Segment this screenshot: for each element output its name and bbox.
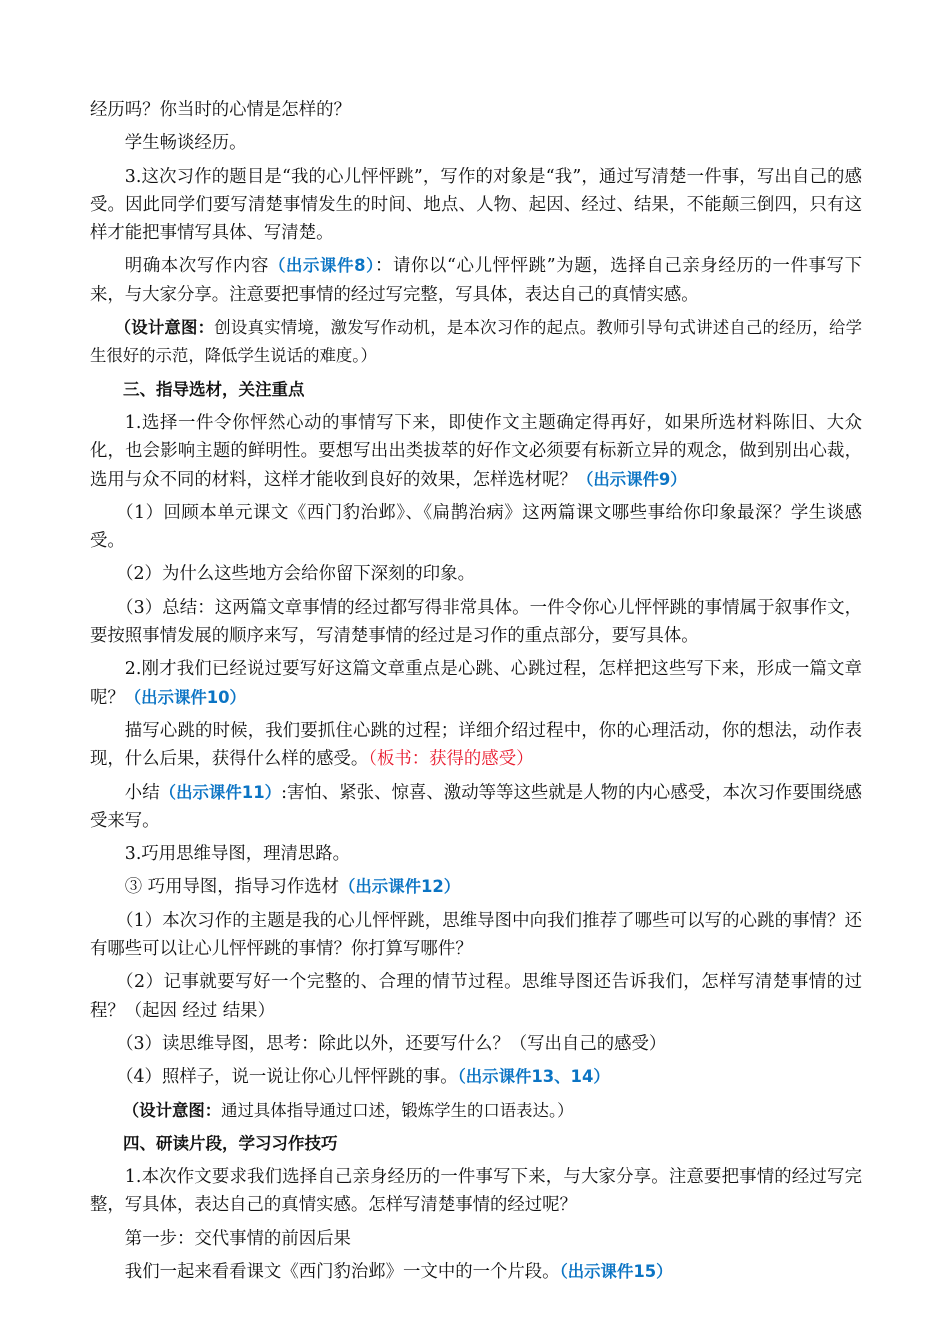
paragraph <box>90 252 862 309</box>
section-heading: 四、研读片段，学习习作技巧 <box>123 1133 338 1153</box>
paragraph <box>90 560 862 588</box>
text: 1.选择一件令你怦然心动的事情写下来，即使作文主题确定得再好，如果所选材料陈旧、大众化，也会影响主题的鲜明性。要想写出出类拔萃的好作文必须要有标新立异的观念，做到别出心裁，选用与众不同的材料，这样才能收到良好的效果，怎样选材呢？ <box>90 412 862 490</box>
text: 学生畅谈经历。 <box>124 133 247 154</box>
text: 1.本次作文要求我们选择自己亲身经历的一件事写下来，与大家分享。注意要把事情的经过写完整，写具体，表达自己的真情实感。怎样写清楚事情的经过呢？ <box>90 1167 862 1216</box>
document-body <box>90 96 862 1286</box>
paragraph <box>90 840 862 868</box>
paragraph <box>90 129 862 157</box>
text: 创设真实情境，激发写作动机，是本次习作的起点。教师引导句式讲述自己的经历，给学生很好的示范，降低学生说话的难度。） <box>90 318 863 366</box>
design-intent-label: （设计意图： <box>114 318 215 338</box>
text: （1）回顾本单元课文《西门豹治邺》、《扁鹊治病》这两篇课文哪些事给你印象最深？学生谈感受。 <box>90 502 862 552</box>
text: 描写心跳的时候，我们要抓住心跳的过程；详细介绍过程中，你的心理活动，你的想法，动作表现，什么后果，获得什么样的感受。 <box>90 720 862 770</box>
design-intent <box>90 314 862 371</box>
paragraph <box>90 594 862 651</box>
paragraph <box>90 1225 862 1253</box>
text: :害怕、紧张、惊喜、激动等等这些就是人物的内心感受，本次习作要围绕感受来写。 <box>90 782 862 831</box>
text: 2.刚才我们已经说过要写好这篇文章重点是心跳、心跳过程，怎样把这些写下来，形成一篇文章呢？ <box>90 659 862 708</box>
text: 小结 <box>124 782 160 803</box>
paragraph <box>90 1258 862 1286</box>
courseware-ref: （出示课件12） <box>339 877 461 897</box>
courseware-ref: （出示课件13、14） <box>457 1067 610 1087</box>
paragraph <box>90 907 862 964</box>
paragraph <box>90 1030 862 1058</box>
paragraph <box>90 873 862 901</box>
text: 3.巧用思维导图，理清思路。 <box>124 844 351 865</box>
courseware-ref: （出示课件11） <box>159 782 282 802</box>
board-note: （板书：获得的感受） <box>368 749 534 770</box>
courseware-ref: （出示课件9） <box>576 469 687 489</box>
text: 我们一起来看看课文《西门豹治邺》一文中的一个片段。 <box>124 1261 560 1282</box>
text: （3）读思维导图，思考：除此以外，还要写什么？（写出自己的感受） <box>116 1033 667 1054</box>
paragraph <box>90 655 862 712</box>
text: （4）照样子，说一说让你心儿怦怦跳的事。 <box>116 1067 458 1088</box>
courseware-ref: （出示课件8） <box>268 256 375 276</box>
text: ③ 巧用导图，指导习作选材 <box>124 877 340 898</box>
text: （3）总结：这两篇文章事情的经过都写得非常具体。一件令你心儿怦怦跳的事情属于叙事作文，要按照事情发展的顺序来写，写清楚事情的经过是习作的重点部分，要写具体。 <box>90 597 862 647</box>
paragraph <box>90 96 862 124</box>
design-intent-label: （设计意图： <box>122 1100 222 1120</box>
text: ：请你以“心儿怦怦跳”为题，选择自己亲身经历的一件事写下来，与大家分享。注意要把事情的经过写完整，写具体，表达自己的真情实感。 <box>90 256 862 305</box>
paragraph <box>90 1163 862 1220</box>
courseware-ref: （出示课件10） <box>124 687 246 707</box>
design-intent <box>90 1097 862 1125</box>
text: （2）记事就要写好一个完整的、合理的情节过程。思维导图还告诉我们，怎样写清楚事情的过程？（起因 经过 结果） <box>90 972 862 1021</box>
text: 3.这次习作的题目是“我的心儿怦怦跳”，写作的对象是“我”，通过写清楚一件事，写出自己的感受。因此同学们要写清楚事情发生的时间、地点、人物、起因、经过、结果，不能颠三倒四，只有这样才能把事情写具体、写清楚。 <box>90 166 862 244</box>
paragraph <box>90 779 862 836</box>
text: （1）本次习作的主题是我的心儿怦怦跳，思维导图中向我们推荐了哪些可以写的心跳的事情？还有哪些可以让心儿怦怦跳的事情？你打算写哪件？ <box>90 910 862 960</box>
paragraph <box>90 717 862 774</box>
section-heading: 三、指导选材，关注重点 <box>123 379 305 399</box>
paragraph <box>90 499 862 556</box>
courseware-ref: （出示课件15） <box>559 1261 673 1281</box>
paragraph <box>90 163 862 248</box>
text: 经历吗？你当时的心情是怎样的？ <box>90 100 351 120</box>
paragraph <box>90 409 862 494</box>
text: 明确本次写作内容 <box>124 256 269 277</box>
paragraph <box>90 1063 862 1091</box>
text: （2）为什么这些地方会给你留下深刻的印象。 <box>116 564 475 585</box>
text: 第一步：交代事情的前因后果 <box>124 1228 351 1249</box>
text: 通过具体指导通过口述，锻炼学生的口语表达。） <box>221 1100 574 1120</box>
paragraph <box>90 968 862 1025</box>
